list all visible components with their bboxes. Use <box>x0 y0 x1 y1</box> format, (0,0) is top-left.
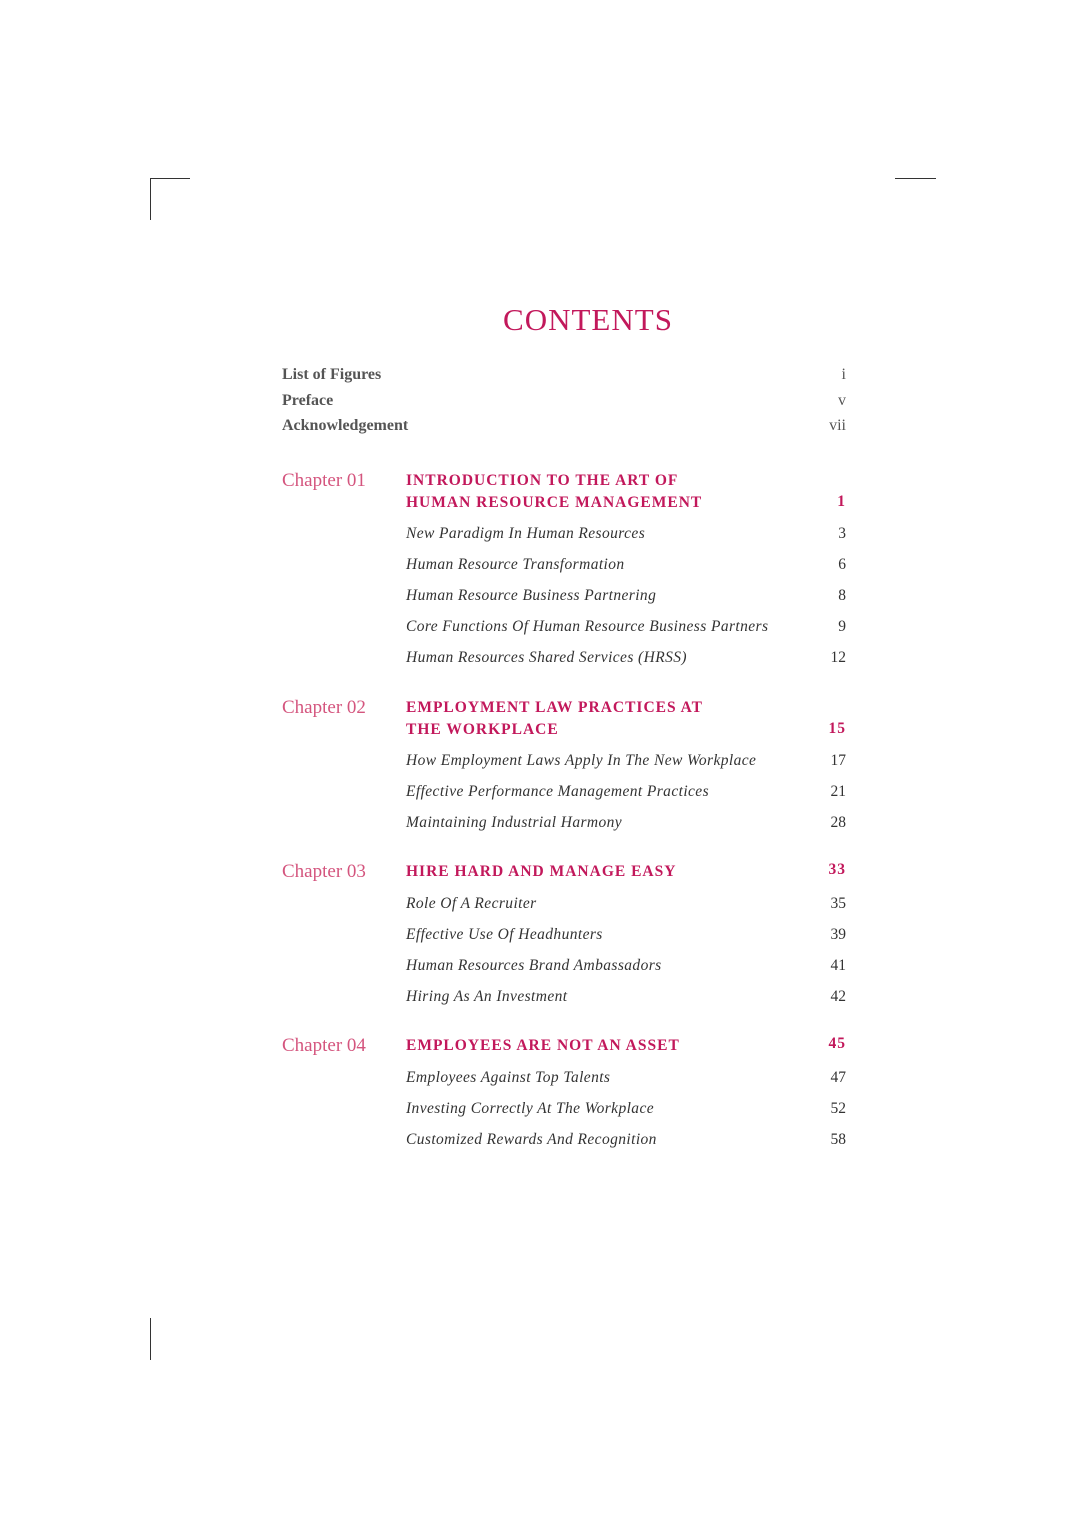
section-entry[interactable] <box>406 587 846 605</box>
crop-mark-bottom-left-v <box>150 1318 151 1360</box>
section-page: 52 <box>830 1100 846 1117</box>
section-title: Customized Rewards And Recognition <box>406 1131 657 1148</box>
section-page: 35 <box>830 895 846 912</box>
section-title: Human Resource Transformation <box>406 556 625 573</box>
section-title: Human Resources Shared Services (HRSS) <box>406 649 687 666</box>
chapter-page: 45 <box>828 1035 846 1052</box>
section-title: Role Of A Recruiter <box>406 895 537 912</box>
chapter-page: 1 <box>837 493 846 510</box>
section-title: Human Resource Business Partnering <box>406 587 657 604</box>
chapter-title-line: HIRE HARD AND MANAGE EASY <box>406 863 677 880</box>
section-page: 6 <box>838 556 846 573</box>
section-entry[interactable] <box>406 814 846 832</box>
section-page: 58 <box>830 1131 846 1148</box>
section-page: 28 <box>830 814 846 831</box>
chapter-title[interactable] <box>406 697 786 741</box>
chapter-title-line: EMPLOYEES ARE NOT AN ASSET <box>406 1037 680 1054</box>
section-entry[interactable] <box>406 556 846 574</box>
section-page: 9 <box>838 618 846 635</box>
chapter-number: Chapter 03 <box>282 861 366 882</box>
front-matter-page: i <box>841 366 846 383</box>
chapter-number: Chapter 02 <box>282 697 366 718</box>
section-title: Maintaining Industrial Harmony <box>406 814 623 831</box>
section-page: 42 <box>830 988 846 1005</box>
section-entry[interactable] <box>406 1100 846 1118</box>
front-matter-item[interactable] <box>282 392 846 418</box>
crop-mark-top-left-h <box>150 178 190 179</box>
section-title: Effective Use Of Headhunters <box>406 926 603 943</box>
section-title: Core Functions Of Human Resource Business Partners <box>406 618 769 635</box>
section-title: How Employment Laws Apply In The New Workplace <box>406 752 757 769</box>
chapter-title[interactable] <box>406 470 786 514</box>
chapter-page: 33 <box>828 861 846 878</box>
section-title: New Paradigm In Human Resources <box>406 525 646 542</box>
section-page: 41 <box>830 957 846 974</box>
section-page: 17 <box>830 752 846 769</box>
section-page: 8 <box>838 587 846 604</box>
front-matter-page: v <box>838 391 846 409</box>
chapter-title-line: HUMAN RESOURCE MANAGEMENT <box>406 494 703 511</box>
section-page: 3 <box>838 525 846 542</box>
section-title: Effective Performance Management Practices <box>406 783 710 800</box>
section-entry[interactable] <box>406 988 846 1006</box>
section-title: Investing Correctly At The Workplace <box>406 1100 655 1117</box>
front-matter-page: vii <box>829 417 846 434</box>
chapter-title[interactable] <box>406 1035 786 1057</box>
section-entry[interactable] <box>406 649 846 667</box>
section-entry[interactable] <box>406 957 846 975</box>
front-matter-item[interactable] <box>282 417 846 443</box>
front-matter-label: List of Figures <box>282 366 382 383</box>
chapter-page: 15 <box>828 720 846 737</box>
section-entry[interactable] <box>406 1069 846 1087</box>
section-entry[interactable] <box>406 618 846 636</box>
section-page: 39 <box>830 926 846 943</box>
chapter-number: Chapter 04 <box>282 1035 366 1056</box>
section-page: 47 <box>830 1069 846 1086</box>
crop-mark-top-left-v <box>150 178 151 220</box>
page-title: CONTENTS <box>503 302 673 337</box>
section-entry[interactable] <box>406 926 846 944</box>
front-matter-item[interactable] <box>282 366 846 392</box>
front-matter-label: Preface <box>282 391 334 409</box>
section-title: Human Resources Brand Ambassadors <box>406 957 662 974</box>
section-title: Hiring As An Investment <box>406 988 568 1005</box>
section-page: 12 <box>830 649 846 666</box>
chapter-title[interactable] <box>406 861 786 883</box>
section-entry[interactable] <box>406 1131 846 1149</box>
section-entry[interactable] <box>406 752 846 770</box>
crop-mark-top-right-h <box>895 178 936 179</box>
section-title: Employees Against Top Talents <box>406 1069 611 1086</box>
chapter-title-line: INTRODUCTION TO THE ART OF <box>406 472 679 489</box>
front-matter-list <box>282 366 846 443</box>
front-matter-label: Acknowledgement <box>282 417 409 434</box>
section-entry[interactable] <box>406 895 846 913</box>
chapter-number: Chapter 01 <box>282 470 366 491</box>
chapter-title-line: EMPLOYMENT LAW PRACTICES AT <box>406 699 704 716</box>
chapter-title-line: THE WORKPLACE <box>406 721 559 738</box>
section-entry[interactable] <box>406 783 846 801</box>
section-page: 21 <box>830 783 846 800</box>
section-entry[interactable] <box>406 525 846 543</box>
